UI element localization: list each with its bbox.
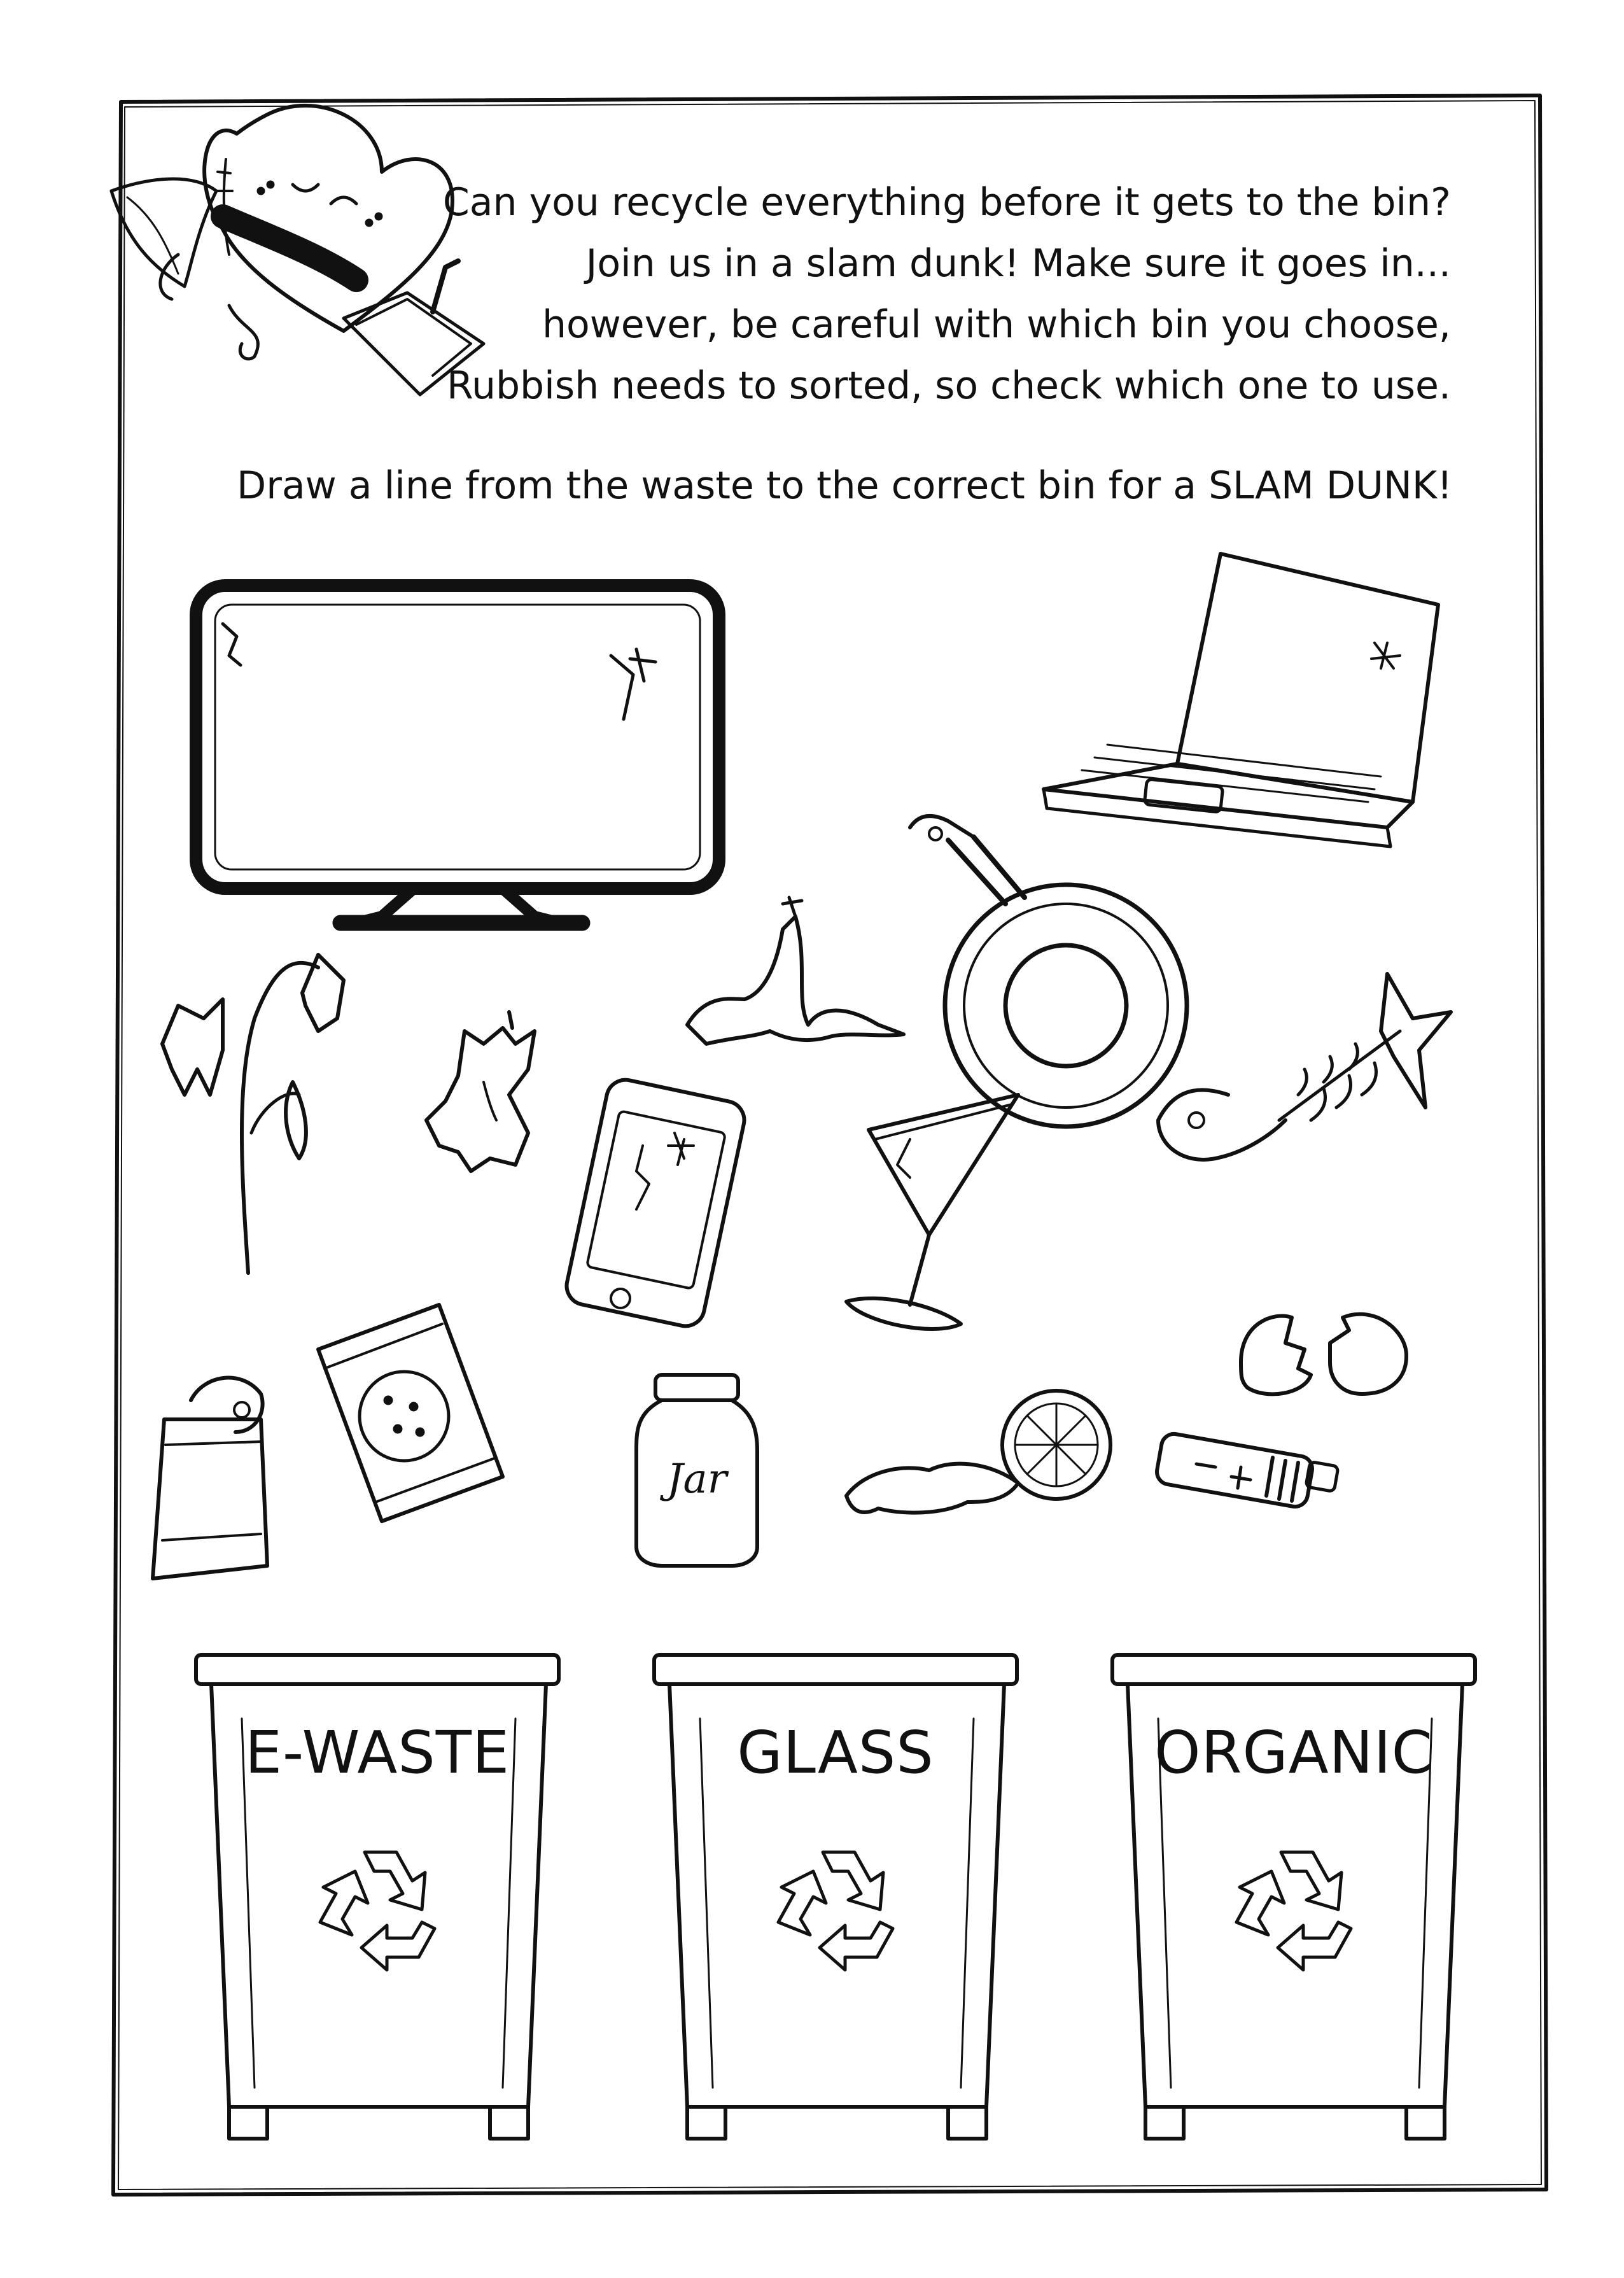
tv-monitor-icon: [196, 586, 719, 929]
tin-can-icon: [153, 1378, 267, 1578]
battery-icon: [1155, 1432, 1338, 1508]
recycle-icon: [320, 1852, 435, 1970]
bin-label-organic: ORGANIC: [1154, 1719, 1433, 1787]
recycle-icon: [1236, 1852, 1351, 1970]
banana-peel-icon: [687, 897, 904, 1044]
intro-line: Can you recycle everything before it gets to the bin?: [442, 180, 1451, 225]
intro-line: Join us in a slam dunk! Make sure it goes in...: [585, 241, 1451, 286]
fish-bones-icon: [1158, 974, 1451, 1160]
laptop-icon: [1044, 554, 1438, 847]
phone-icon: [563, 1076, 748, 1330]
recycle-icon: [778, 1852, 893, 1970]
orange-peel-icon: [846, 1391, 1110, 1513]
intro-text: [242, 172, 1451, 416]
wilted-flower-icon: [162, 955, 344, 1273]
chip-packet-icon: [318, 1305, 503, 1521]
martini-glass-icon: [846, 1095, 1018, 1329]
instruction-text: Draw a line from the waste to the correct bin for a SLAM DUNK!: [237, 463, 1453, 508]
frying-pan-icon: [910, 816, 1187, 1127]
bin-label-e-waste: E-WASTE: [244, 1719, 510, 1787]
jar-label: Jar: [666, 1456, 727, 1503]
bin-label-glass: GLASS: [737, 1719, 934, 1787]
intro-line: however, be careful with which bin you choose,: [542, 302, 1451, 347]
intro-line: Rubbish needs to sorted, so check which one to use.: [446, 363, 1451, 408]
egg-shell-icon: [1241, 1314, 1406, 1395]
apple-core-icon: [426, 1012, 535, 1171]
